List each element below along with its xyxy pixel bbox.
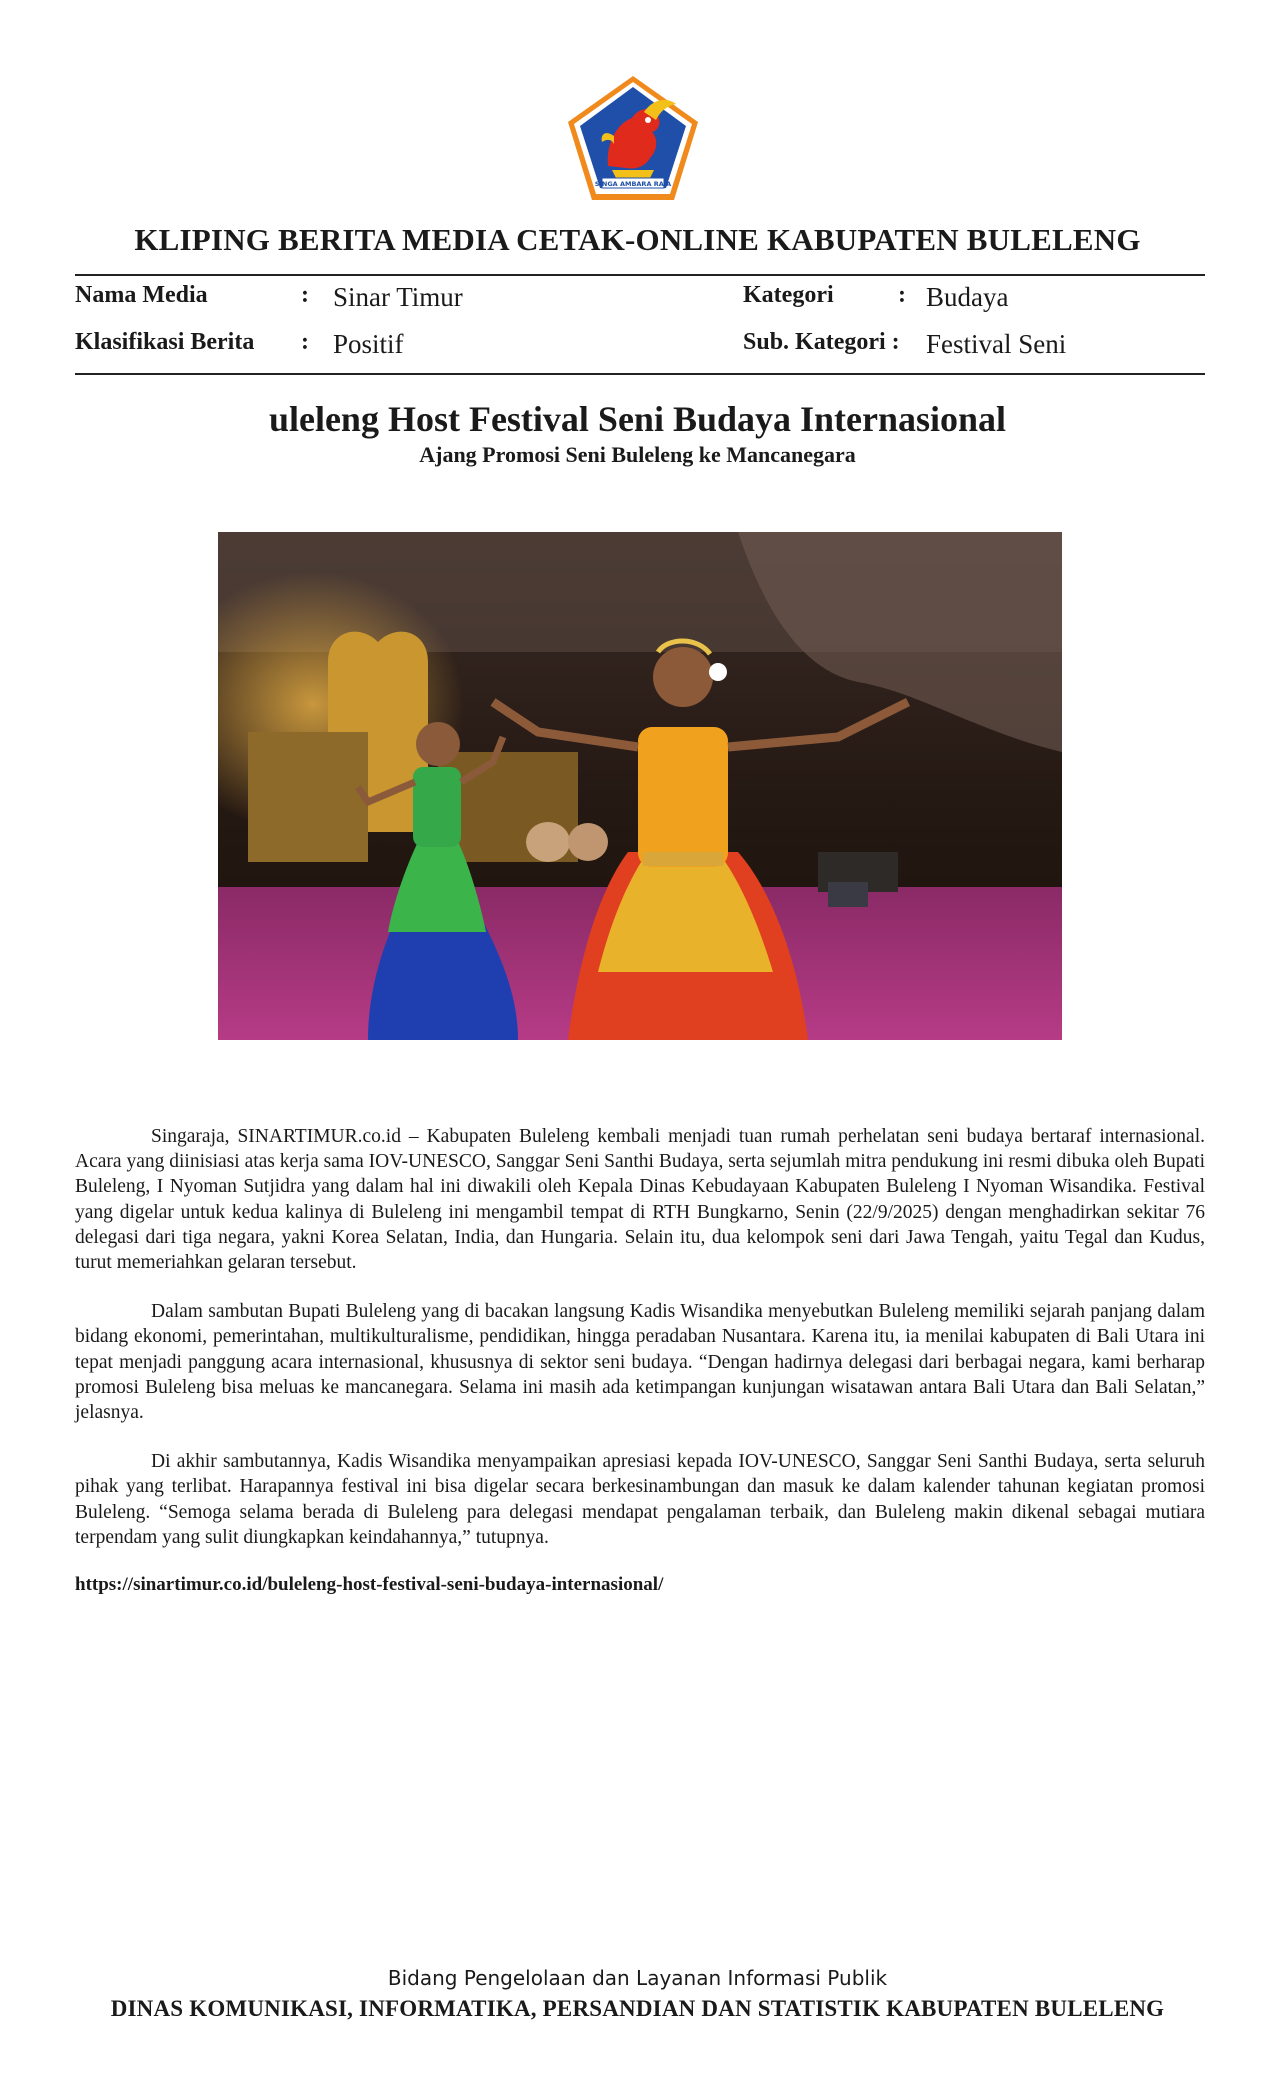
classification-value: Positif — [333, 329, 404, 359]
buleleng-emblem-logo — [566, 74, 700, 202]
media-value: Sinar Timur — [333, 282, 463, 312]
subcategory-value: Festival Seni — [926, 329, 1067, 359]
subcategory-label: Sub. Kategori : — [743, 329, 900, 355]
header-top-divider — [75, 274, 1205, 276]
document-title: KLIPING BERITA MEDIA CETAK-ONLINE KABUPATEN BULELENG — [134, 222, 1141, 257]
category-label: Kategori — [743, 282, 834, 308]
category-value: Budaya — [926, 282, 1009, 312]
logo-caption-text: SINGA AMBARA RAJA — [594, 180, 672, 188]
article-headline: uleleng Host Festival Seni Budaya Internasional — [268, 399, 1007, 439]
media-colon: : — [301, 282, 309, 308]
classification-colon: : — [301, 329, 309, 355]
article-body — [75, 1124, 1205, 1574]
footer-department: Bidang Pengelolaan dan Layanan Informasi Publik — [387, 1966, 888, 1990]
media-label: Nama Media — [75, 282, 208, 308]
article-paragraph: Singaraja, SINARTIMUR.co.id – Kabupaten Buleleng kembali menjadi tuan rumah perhelatan seni budaya bertaraf internasional. Acara yang diinisiasi atas kerja sama IOV-UNESCO, Sanggar Seni Santhi Budaya, serta sejumlah mitra pendukung ini resmi dibuka oleh Bupati Buleleng, I Nyoman Sutjidra yang dalam hal ini diwakili oleh Kepala Dinas Kebudayaan Kabupaten Buleleng I Nyoman Wisandika. Festival yang digelar untuk kedua kalinya di Buleleng ini mengambil tempat di RTH Bungkarno, Senin (22/9/2025) dengan menghadirkan sekitar 76 delegasi dari tiga negara, yakni Korea Selatan, India, dan Hungaria. Selain itu, dua kelompok seni dari Jawa Tengah, yaitu Tegal dan Kudus, turut memeriahkan gelaran tersebut. — [75, 1126, 1205, 1274]
article-paragraph: Dalam sambutan Bupati Buleleng yang di bacakan langsung Kadis Wisandika menyebutkan Buleleng memiliki sejarah panjang dalam bidang ekonomi, pemerintahan, multikulturalisme, pendidikan, hingga peradaban Nusantara. Karena itu, ia menilai kabupaten di Bali Utara ini tepat menjadi panggung acara internasional, khususnya di sektor seni budaya. “Dengan hadirnya delegasi dari berbagai negara, kami berharap promosi Buleleng bisa meluas ke mancanegara. Selama ini masih ada ketimpangan kunjungan wisatawan antara Bali Utara dan Bali Selatan,” jelasnya. — [75, 1301, 1205, 1424]
article-paragraph: Di akhir sambutannya, Kadis Wisandika menyampaikan apresiasi kepada IOV-UNESCO, Sanggar Seni Santhi Budaya, serta seluruh pihak yang terlibat. Harapannya festival ini bisa digelar secara berkesinambungan dan masuk ke dalam kalender tahunan kegiatan promosi Buleleng. “Semoga selama berada di Buleleng para delegasi mendapat pengalaman terbaik, dan Buleleng makin dikenal sebagai mutiara terpendam yang sulit diungkapkan keindahannya,” tutupnya. — [75, 1451, 1205, 1548]
source-url-link[interactable]: https://sinartimur.co.id/buleleng-host-festival-seni-budaya-internasional/ — [75, 1574, 664, 1595]
article-subheadline: Ajang Promosi Seni Buleleng ke Mancanegara — [419, 442, 856, 467]
footer-agency: DINAS KOMUNIKASI, INFORMATIKA, PERSANDIAN DAN STATISTIK KABUPATEN BULELENG — [110, 1996, 1165, 2021]
category-colon: : — [898, 282, 906, 308]
article-photo-dancers — [218, 532, 1062, 1040]
classification-label: Klasifikasi Berita — [75, 329, 255, 355]
header-bottom-divider — [75, 373, 1205, 375]
